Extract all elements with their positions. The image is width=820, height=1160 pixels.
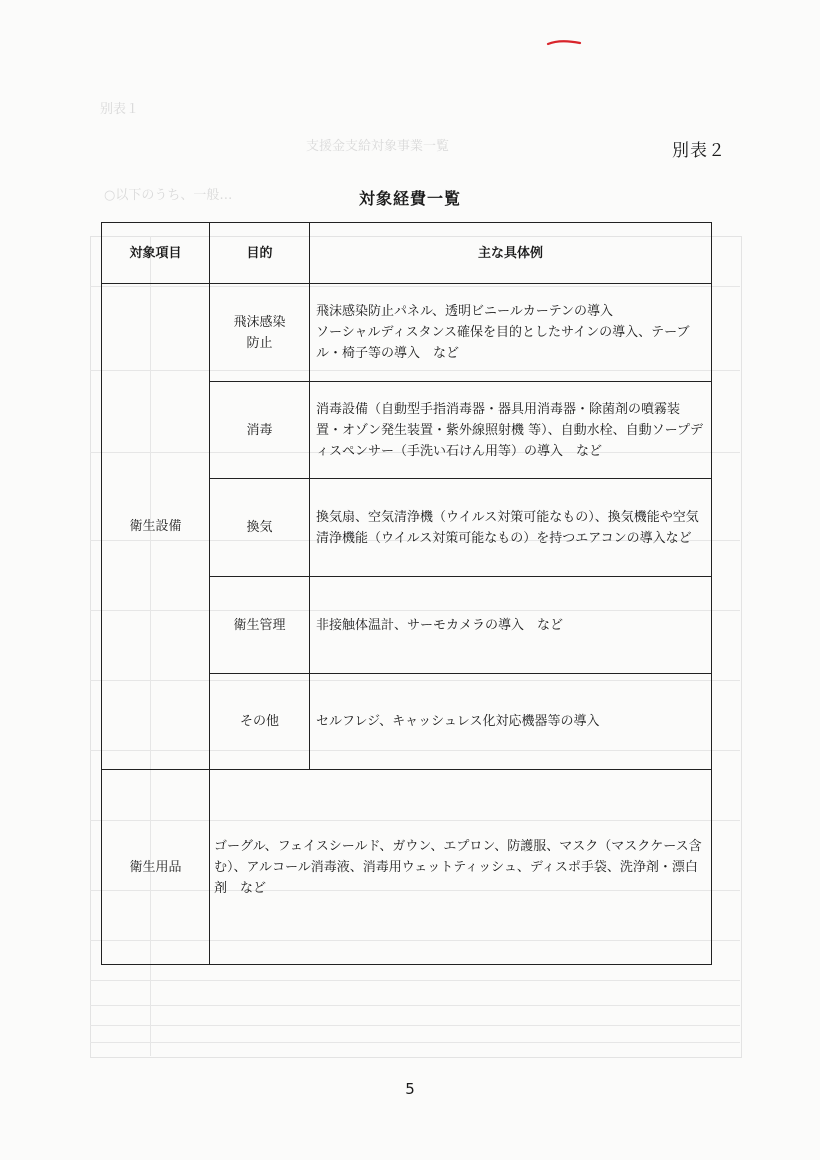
table-row [102, 770, 712, 965]
examples-cell: 消毒設備（自動型手指消毒器・器具用消毒器・除菌剤の噴霧装置・オゾン発生装置・紫外線照射機 等）、自動水栓、自動ソープディスペンサー（手洗い石けん用等）の導入 など [310, 382, 712, 479]
header-purpose: 目的 [210, 223, 310, 284]
category-cell-sanitation-supplies: 衛生用品 [102, 770, 210, 965]
examples-cell: 飛沫感染防止パネル、透明ビニールカーテンの導入 ソーシャルディスタンス確保を目的としたサインの導入、テーブル・椅子等の導入 など [310, 284, 712, 382]
annex-label: 別表２ [672, 141, 726, 161]
purpose-cell: その他 [210, 674, 310, 770]
examples-cell: 非接触体温計、サーモカメラの導入 など [310, 577, 712, 674]
header-examples: 主な具体例 [310, 223, 712, 284]
page-number: 5 [405, 1080, 415, 1098]
examples-cell-sanitation-supplies: ゴーグル、フェイスシールド、ガウン、エプロン、防護服、マスク（マスクケース含む）、アルコール消毒液、消毒用ウェットティッシュ、ディスポ手袋、洗浄剤・漂白剤 など [210, 770, 712, 965]
table-row [102, 284, 712, 382]
purpose-cell: 換気 [210, 479, 310, 577]
eligible-expenses-table [101, 222, 712, 965]
purpose-cell: 衛生管理 [210, 577, 310, 674]
purpose-cell: 消毒 [210, 382, 310, 479]
table-header-row [102, 223, 712, 284]
category-cell-sanitation-equipment: 衛生設備 [102, 284, 210, 770]
examples-cell: セルフレジ、キャッシュレス化対応機器等の導入 [310, 674, 712, 770]
header-category: 対象項目 [102, 223, 210, 284]
document-title: 対象経費一覧 [358, 189, 461, 208]
document-page: 别表１ 支援金支給対象事業一覧 ○以下のうち、一般… 別表２ 対象経費一覧 対象項目 目的 主な具体例 衛生設備 飛沫感染防止 飛沫感染防止パネル、透明ビニールカーテンの導入 ソーシャルディスタンス確保を目的としたサインの導入、テーブル・椅子等の導入 など 消毒 消毒設備（自動型手指消毒器・器具用消毒器・除菌剤の噴霧装置・オゾン発生装置・紫外線照射機 等）、自動水栓、自動ソープディスペンサー（手洗い石けん用等）の導入 など 換気 換気扇、空気清浄機（ウイルス対策可能なもの）、換気機能や空気清浄機能（ウイルス対策可能なもの）を持つエアコンの導入など 衛生管理 非接触体温計、サーモカメラの導入 など その他 セルフレジ、キャッシュレス化対応機器等の導入 衛生用品 ゴーグル、フェイスシールド、ガウン、エプロン、防護服、マスク（マスクケース含む）、アルコール消毒液、消毒用ウェットティッシュ、ディスポ手袋、洗浄剤・漂白剤 など 5 [0, 0, 820, 1160]
red-pen-mark [546, 38, 582, 48]
examples-cell: 換気扇、空気清浄機（ウイルス対策可能なもの）、換気機能や空気清浄機能（ウイルス対策可能なもの）を持つエアコンの導入など [310, 479, 712, 577]
purpose-cell: 飛沫感染防止 [210, 284, 310, 382]
